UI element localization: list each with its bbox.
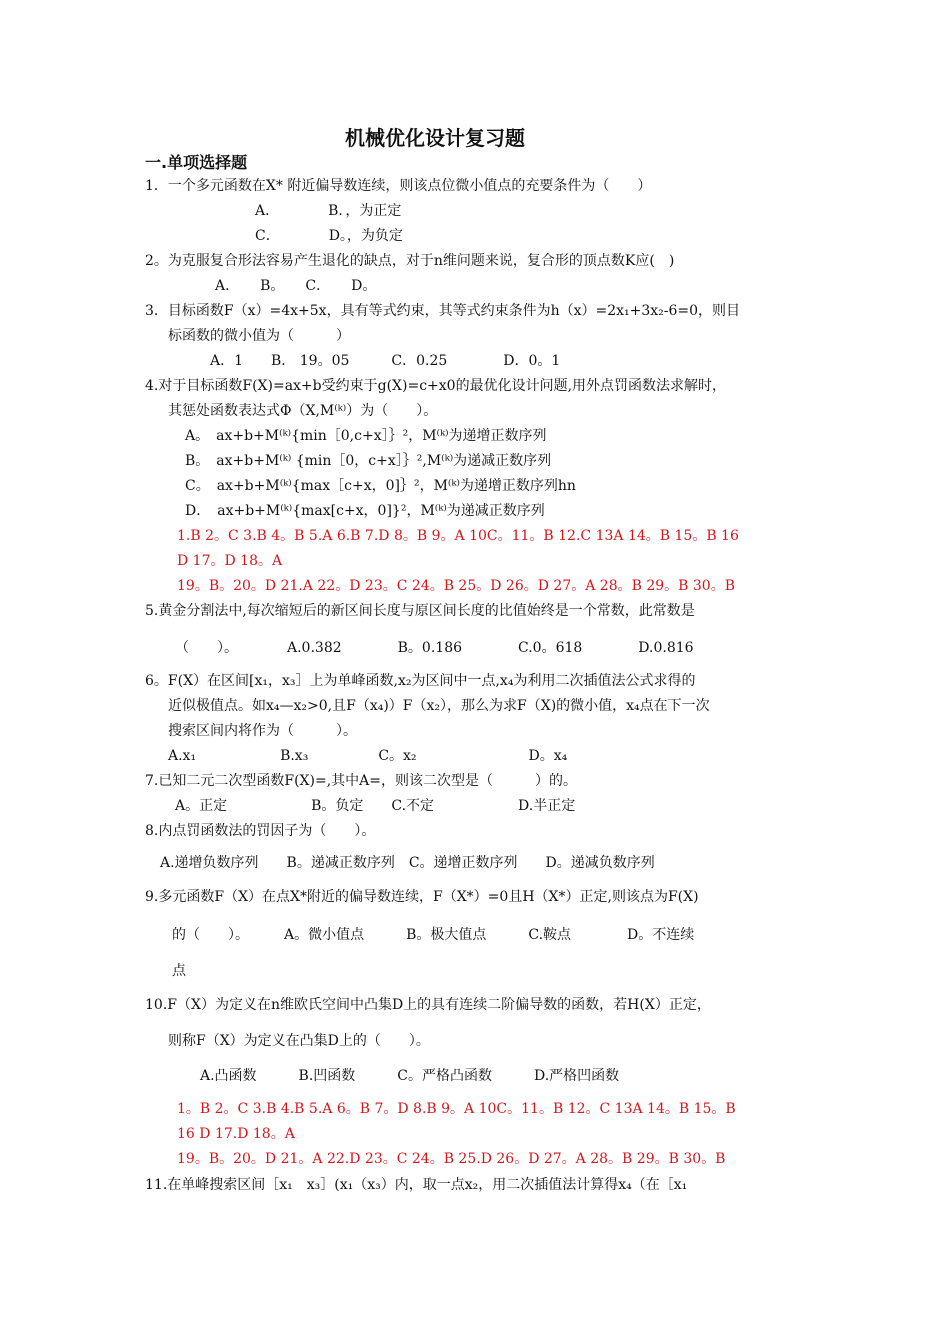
option-line: A.凸函数 B.凹函数 C。严格凸函数 D.严格凹函数: [200, 1068, 620, 1084]
option-line: C． D。，为负定: [255, 228, 403, 244]
option-line: 点: [172, 963, 186, 979]
answer-key-line: 1。B 2。C 3.B 4.B 5.A 6。B 7。D 8.B 9。A 10C。11。B 12。C 13A 14。B 15。B: [177, 1101, 736, 1117]
option-line: 的（ ）。 A。微小值点 B。极大值点 C.鞍点 D。不连续: [172, 927, 695, 943]
page-title: 机械优化设计复习题: [345, 126, 525, 150]
section-heading: 一.单项选择题: [145, 153, 248, 172]
option-line: A.递增负数序列 B。递减正数序列 C。递增正数序列 D。递减负数序列: [160, 855, 655, 871]
option-line: （ ）。 A.0.382 B。0.186 C.0。618 D.0.816: [175, 640, 694, 656]
question-line: 5.黄金分割法中,每次缩短后的新区间长度与原区间长度的比值始终是一个常数，此常数是: [145, 603, 695, 619]
question-line: 2。为克服复合形法容易产生退化的缺点，对于n维问题来说，复合形的顶点数K应( ): [145, 253, 675, 269]
option-line: A． B。 C． D。: [215, 278, 377, 294]
option-line: A.x₁ B.x₃ C。x₂ D。x₄: [168, 748, 568, 764]
question-line: 1．一个多元函数在X* 附近偏导数连续，则该点位微小值点的充要条件为（ ）: [145, 178, 652, 194]
answer-key-line: D 17。D 18。A: [177, 553, 283, 569]
question-line: 近似极值点。如x₄—x₂>0,且F（x₄)）F（x₂），那么为求F（X)的微小值，x₄点在下一次: [168, 698, 710, 714]
option-line: B。 ax+b+M⁽ᵏ⁾ {min［0，c+x］｝²,M⁽ᵏ⁾为递减正数序列: [185, 453, 552, 469]
option-line: A． B．，为正定: [255, 203, 402, 219]
question-line: 标函数的微小值为（ ）: [168, 328, 350, 344]
option-line: A。正定 B。负定 C.不定 D.半正定: [175, 798, 576, 814]
option-line: A。 ax+b+M⁽ᵏ⁾{min［0,c+x］｝²，M⁽ᵏ⁾为递增正数序列: [185, 428, 547, 444]
question-line: 其惩处函数表达式Φ（X,M⁽ᵏ⁾）为（ ）。: [168, 403, 438, 419]
question-line: 3．目标函数F（x）=4x+5x，具有等式约束，其等式约束条件为h（x）=2x₁+3x₂-6=0，则目: [145, 303, 741, 319]
question-line: 4.对于目标函数F(X)=ax+b受约束于g(X)=c+x0的最优化设计问题,用外点罚函数法求解时，: [145, 378, 727, 394]
question-line: 搜索区间内将作为（ ）。: [168, 723, 357, 739]
answer-key-line: 19。B。20。D 21.A 22。D 23。C 24。B 25。D 26。D 27。A 28。B 29。B 30。B: [177, 578, 735, 594]
question-line: 9.多元函数F（X）在点X*附近的偏导数连续，F（X*）=0且H（X*）正定,则该点为F(X): [145, 889, 699, 905]
option-line: C。 ax+b+M⁽ᵏ⁾{max［c+x，0]｝²，M⁽ᵏ⁾为递增正数序列hn: [185, 478, 576, 494]
question-line: 11.在单峰搜索区间［x₁ x₃］(x₁（x₃）内，取一点x₂，用二次插值法计算得x₄（在［x₁: [145, 1177, 688, 1193]
question-line: 6。F(X）在区间[x₁，x₃］上为单峰函数,x₂为区间中一点,x₄为利用二次插值法公式求得的: [145, 673, 696, 689]
option-line: A．1 B． 19。05 C．0.25 D．0。1: [210, 353, 561, 369]
question-line: 则称F（X）为定义在凸集D上的（ ）。: [168, 1033, 430, 1049]
answer-key-line: 1.B 2。C 3.B 4。B 5.A 6.B 7.D 8。B 9。A 10C。11。B 12.C 13A 14。B 15。B 16: [177, 528, 739, 544]
question-line: 7.已知二元二次型函数F(X)=,其中A=，则该二次型是（ ）的。: [145, 773, 577, 789]
option-line: D． ax+b+M⁽ᵏ⁾{max[c+x，0]}²，M⁽ᵏ⁾为递减正数序列: [185, 503, 545, 519]
answer-key-line: 16 D 17.D 18。A: [177, 1126, 295, 1142]
answer-key-line: 19。B。20。D 21。A 22.D 23。C 24。B 25.D 26。D 27。A 28。B 29。B 30。B: [177, 1151, 726, 1167]
question-line: 10.F（X）为定义在n维欧氏空间中凸集D上的具有连续二阶偏导数的函数，若H(X）正定，: [145, 997, 711, 1013]
question-line: 8.内点罚函数法的罚因子为（ ）。: [145, 823, 376, 839]
